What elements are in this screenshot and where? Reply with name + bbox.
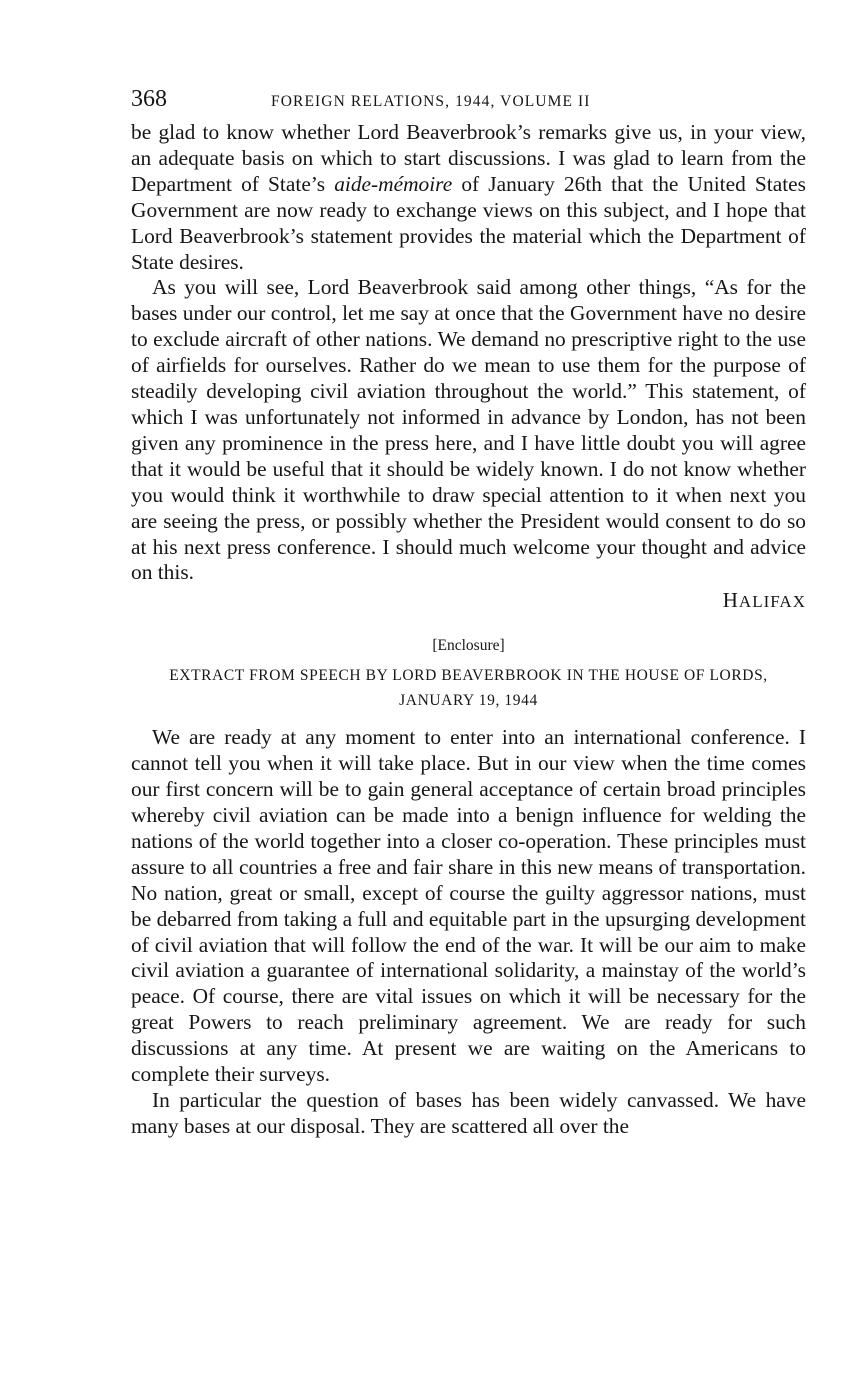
enclosure-title-line-1: EXTRACT FROM SPEECH BY LORD BEAVERBROOK IN THE HOUSE OF LORDS, bbox=[169, 667, 768, 685]
signature-rest: ALIFAX bbox=[738, 592, 806, 612]
enclosure-label: [Enclosure] bbox=[432, 637, 505, 655]
speech-paragraph-1: We are ready at any moment to enter into an international conference. I cannot tell you when it will take place. But in our view when the time comes our first concern will be to gain general acceptance of certain broad principles whereby civil aviation can be made into a benign influence for welding the nations of the world together into a closer co-operation. These principles must assure to all countries a free and fair share in this new means of transportation. No nation, great or small, except of course the guilty aggressor nations, must be debarred from taking a full and equitable part in the upsurging development of civil aviation that will follow the end of the war. It will be our aim to make civil aviation a guarantee of international solidarity, a mainstay of the world’s peace. Of course, there are vital issues on which it will be necessary for the great Powers to reach preliminary agreement. We are ready for such discussions at any time. At present we are waiting on the Americans to complete their surveys. bbox=[131, 725, 806, 1087]
enclosure-title-line-2: JANUARY 19, 1944 bbox=[399, 692, 538, 710]
letter-paragraph-1-text-a: be glad to know whether Lord Beaverbrook’s remarks give us, in your view, an adequate basis on which to start discussions. I was glad to learn from the Department of State’s bbox=[131, 120, 806, 196]
document-page bbox=[131, 86, 806, 1140]
aide-memoire-italic: aide-mémoire bbox=[334, 171, 453, 196]
letter-paragraph-2: As you will see, Lord Beaverbrook said among other things, “As for the bases under our control, let me say at once that the Government have no desire to exclude aircraft of other nations. We demand no prescriptive right to the use of airfields for ourselves. Rather do we mean to use them for the purpose of steadily developing civil aviation throughout the world.” This statement, of which I was unfortunately not informed in advance by London, has not been given any prominence in the press here, and I have little doubt you will agree that it would be useful that it should be widely known. I do not know whether you would think it worthwhile to draw special attention to it when next you are seeing the press, or possibly whether the President would consent to do so at his next press conference. I should much welcome your thought and advice on this. bbox=[131, 275, 806, 585]
letter-paragraph-1 bbox=[131, 120, 806, 275]
signature bbox=[131, 586, 806, 614]
enclosure-title bbox=[131, 663, 806, 713]
letter-paragraph-1-text-b: of January 26th that the United States Government are now ready to exchange views on this subject, and I hope that Lord Beaverbrook’s statement provides the material which the Department of State desires. bbox=[131, 171, 806, 274]
speech-paragraph-2: In particular the question of bases has been widely canvassed. We have many bases at our disposal. They are scattered all over the bbox=[131, 1088, 806, 1138]
signature-initial: H bbox=[722, 588, 739, 613]
running-head-title: FOREIGN RELATIONS, 1944, VOLUME II bbox=[271, 93, 591, 110]
running-head bbox=[131, 86, 806, 116]
page-number: 368 bbox=[131, 86, 167, 112]
